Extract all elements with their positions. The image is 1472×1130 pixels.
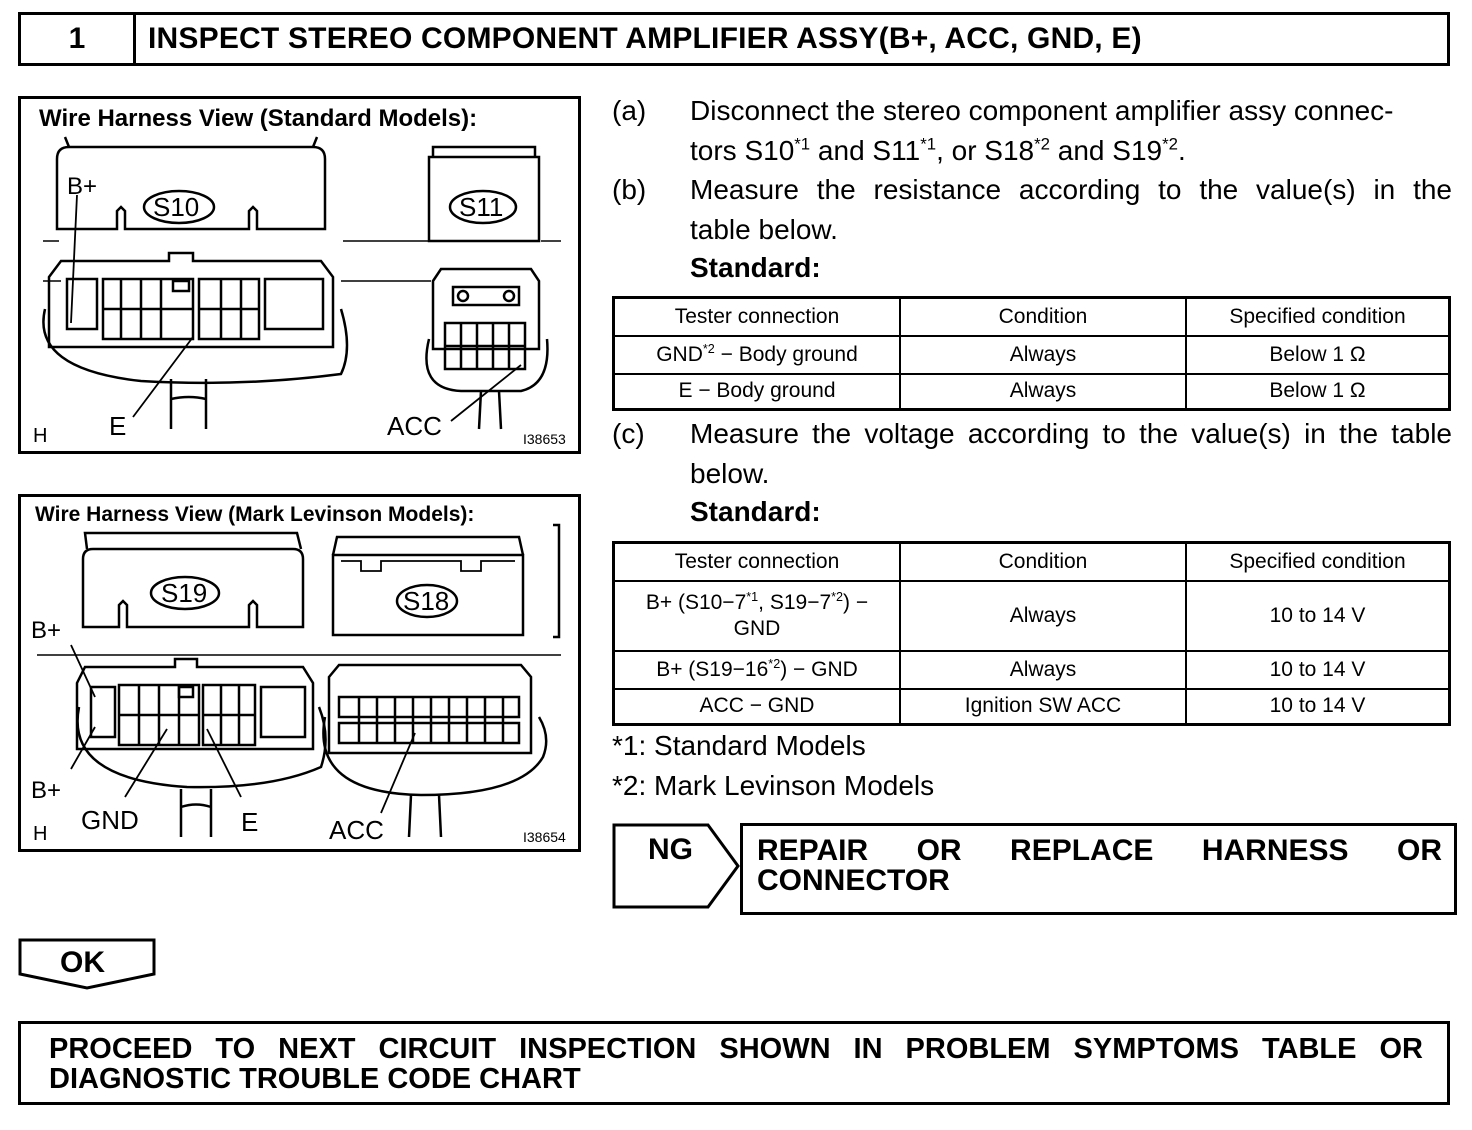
proceed-line1: PROCEED TO NEXT CIRCUIT INSPECTION SHOWN IN PROBLEM SYMPTOMS TABLE OR [49, 1033, 1423, 1065]
voltage-spec-table [612, 541, 1451, 726]
ng-action-line2: CONNECTOR [757, 864, 950, 897]
header-condition: Condition [900, 298, 1186, 336]
connector-s19-label: S19 [161, 578, 208, 608]
spec-cell: Below 1 Ω [1186, 336, 1450, 374]
tester-connection-cell: ACC − GND [614, 689, 901, 725]
footnote-2: *2: Mark Levinson Models [612, 770, 935, 801]
step-b-line2: table below. [690, 214, 838, 245]
gnd-terminal-label: GND [81, 805, 139, 835]
bplus-terminal-label: B+ [67, 173, 98, 200]
step-c [612, 414, 1452, 494]
figure-mark-levinson-models [18, 494, 581, 852]
connector-s18-label: S18 [403, 586, 450, 616]
ok-label: OK [60, 946, 105, 979]
step-a-line1: Disconnect the stereo component amplifier assy connec- [690, 95, 1394, 126]
header-specified-condition: Specified condition [1186, 298, 1450, 336]
step-b [612, 170, 1452, 250]
table-row [614, 581, 1450, 651]
bplus-bottom-label: B+ [31, 777, 62, 804]
step-c-line2: below. [690, 458, 770, 489]
step-c-marker: (c) [612, 418, 645, 449]
figure-mark-levinson-title: Wire Harness View (Mark Levinson Models): [35, 503, 475, 526]
tester-connection-cell: $GND^{*2}$ − Body ground [614, 336, 901, 374]
step-header [18, 12, 1450, 66]
spec-cell: 10 to 14 V [1186, 651, 1450, 689]
acc-terminal-label: ACC [387, 411, 442, 441]
figure-standard-title: Wire Harness View (Standard Models): [39, 105, 478, 132]
proceed-box [18, 1021, 1450, 1105]
header-tester-connection: Tester connection [614, 298, 901, 336]
condition-cell: Always [900, 374, 1186, 410]
header-specified-condition: Specified condition [1186, 543, 1450, 581]
condition-cell: Always [900, 581, 1186, 651]
figure-id: I38653 [523, 431, 566, 447]
step-a [612, 91, 1452, 171]
table-row [614, 689, 1450, 725]
connector-s10-label: S10 [153, 192, 200, 222]
e-terminal-label: E [109, 411, 127, 441]
table-header-row [614, 298, 1450, 336]
ng-label: NG [648, 833, 693, 866]
ng-action-box [740, 823, 1457, 915]
step-a-marker: (a) [612, 95, 647, 126]
step-c-line1: Measure the voltage according to the value(s) in the table [690, 418, 1452, 449]
condition-cell: Ignition SW ACC [900, 689, 1186, 725]
table-row [614, 651, 1450, 689]
standard-label-1: Standard: [690, 252, 821, 283]
figure-id: I38654 [523, 829, 566, 845]
standard-label-2: Standard: [690, 496, 821, 527]
proceed-line2: DIAGNOSTIC TROUBLE CODE CHART [49, 1063, 581, 1095]
step-title: INSPECT STEREO COMPONENT AMPLIFIER ASSY(B+, ACC, GND, E) [148, 22, 1142, 55]
figure-standard-models [18, 96, 581, 454]
step-number: 1 [21, 15, 136, 63]
header-tester-connection: Tester connection [614, 543, 901, 581]
table-row [614, 374, 1450, 410]
table-row [614, 336, 1450, 374]
spec-cell: Below 1 Ω [1186, 374, 1450, 410]
standard-connector-drawing [21, 99, 578, 451]
bplus-top-label: B+ [31, 617, 62, 644]
corner-mark: H [33, 823, 48, 845]
mark-levinson-connector-drawing [21, 497, 578, 849]
step-b-marker: (b) [612, 174, 647, 205]
e-terminal-label: E [241, 807, 259, 837]
step-a-line2: tors S10$^{*1}$ and S11$^{*1}$, or S18$^{*2}$ and S19$^{*2}$. [690, 134, 1186, 166]
connector-s11-label: S11 [459, 192, 504, 222]
acc-terminal-label: ACC [329, 815, 384, 845]
ng-action-line1: REPAIR OR REPLACE HARNESS OR [757, 834, 1442, 867]
tester-connection-cell: E − Body ground [614, 374, 901, 410]
footnote-1: *1: Standard Models [612, 730, 866, 761]
resistance-spec-table [612, 296, 1451, 411]
corner-mark: H [33, 425, 48, 447]
step-b-line1: Measure the resistance according to the value(s) in the [690, 174, 1452, 205]
condition-cell: Always [900, 651, 1186, 689]
spec-cell: 10 to 14 V [1186, 581, 1450, 651]
header-condition: Condition [900, 543, 1186, 581]
spec-cell: 10 to 14 V [1186, 689, 1450, 725]
table-header-row [614, 543, 1450, 581]
condition-cell: Always [900, 336, 1186, 374]
tester-connection-cell: $B+ (S10-7^{*1}$, $S19-7^{*2}$) − GND [614, 581, 901, 651]
tester-connection-cell: $B+ (S19-16^{*2})$ − GND [614, 651, 901, 689]
